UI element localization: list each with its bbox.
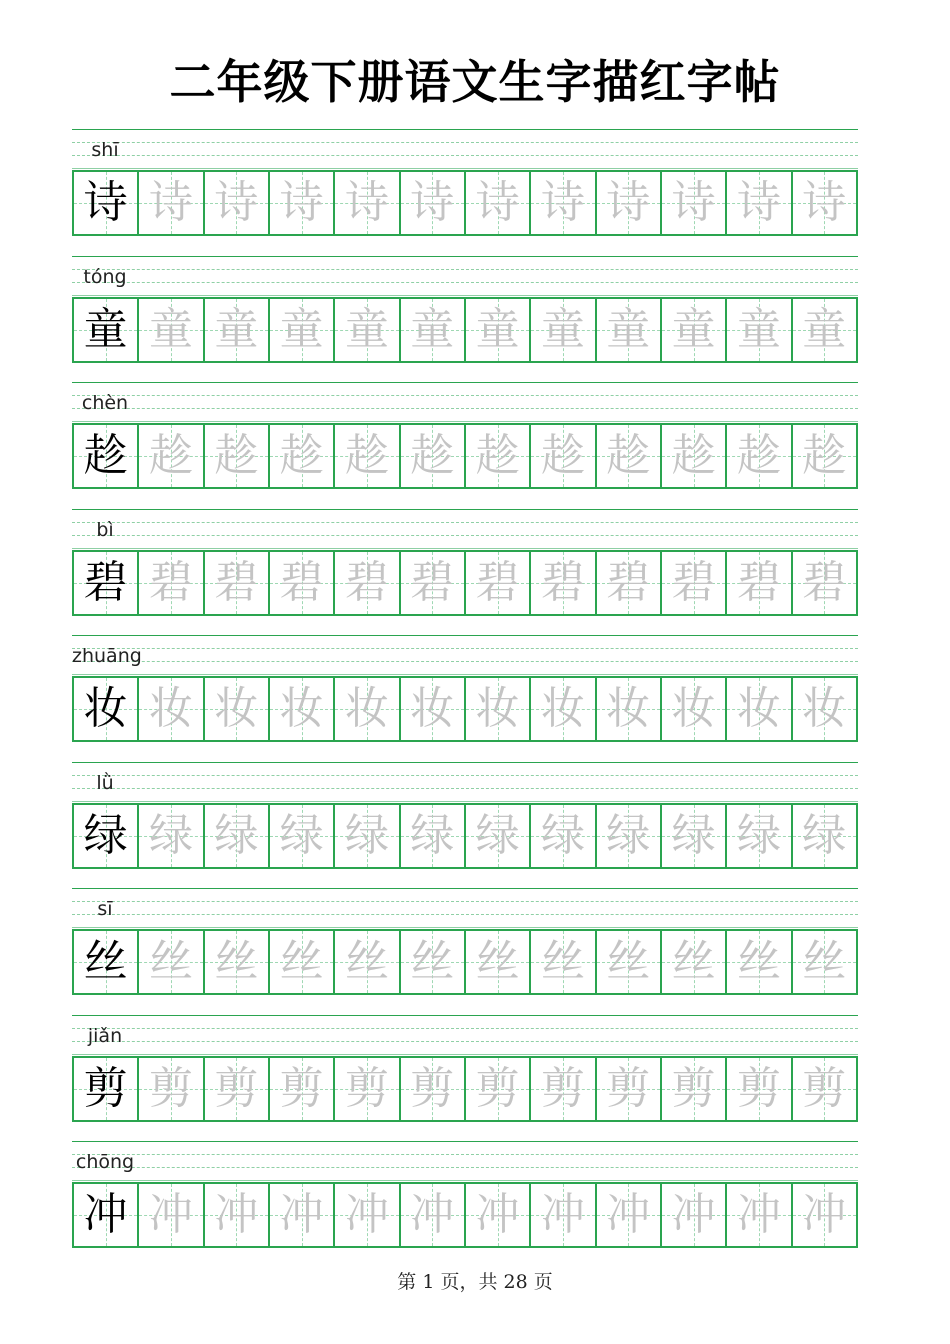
- trace-cell: [793, 931, 858, 993]
- trace-cell: [401, 172, 466, 234]
- model-cell: [74, 805, 139, 867]
- trace-cell: [727, 299, 792, 361]
- trace-character: 冲: [540, 1189, 585, 1240]
- model-character: 剪: [83, 1062, 128, 1114]
- guide-line: [72, 421, 858, 422]
- trace-cell: [270, 1184, 335, 1246]
- guide-line: [72, 648, 858, 649]
- trace-cell: [139, 425, 204, 487]
- trace-cell: [466, 425, 531, 487]
- trace-character: 诗: [671, 177, 716, 228]
- trace-cell: [466, 805, 531, 867]
- trace-cell: [270, 172, 335, 234]
- trace-character: 绿: [736, 809, 781, 861]
- trace-character: 冲: [148, 1189, 193, 1240]
- guide-line: [72, 888, 858, 889]
- pinyin-guide-lines: [72, 256, 858, 296]
- guide-line: [72, 382, 858, 383]
- pinyin-label: chèn: [81, 392, 129, 414]
- trace-character: 丝: [279, 936, 324, 987]
- pinyin-guide-lines: [72, 1015, 858, 1055]
- page-footer: 第 1 页，共 28 页: [397, 1271, 553, 1293]
- trace-character: 剪: [736, 1062, 781, 1114]
- trace-cell: [727, 805, 792, 867]
- guide-line: [72, 522, 858, 523]
- trace-character: 妆: [736, 683, 781, 734]
- trace-cell: [531, 425, 596, 487]
- trace-cell: [205, 1058, 270, 1120]
- trace-character: 剪: [475, 1062, 520, 1114]
- trace-cell: [401, 299, 466, 361]
- tianzige-grid: [72, 1182, 858, 1248]
- trace-cell: [270, 425, 335, 487]
- trace-character: 冲: [475, 1189, 520, 1240]
- model-cell: [74, 425, 139, 487]
- trace-character: 丝: [606, 936, 651, 987]
- trace-cell: [401, 1184, 466, 1246]
- trace-cell: [270, 1058, 335, 1120]
- trace-cell: [531, 1184, 596, 1246]
- guide-line: [72, 1015, 858, 1016]
- trace-character: 妆: [671, 683, 716, 734]
- character-row: [72, 1141, 858, 1261]
- pinyin-guide-lines: [72, 509, 858, 549]
- trace-character: 绿: [148, 809, 193, 861]
- guide-line: [72, 1054, 858, 1055]
- model-character: 碧: [83, 556, 128, 608]
- tianzige-grid: [72, 550, 858, 616]
- trace-cell: [205, 931, 270, 993]
- trace-character: 丝: [475, 936, 520, 987]
- trace-character: 趁: [214, 430, 259, 481]
- trace-cell: [466, 552, 531, 614]
- trace-character: 碧: [671, 556, 716, 608]
- trace-cell: [793, 805, 858, 867]
- trace-character: 童: [540, 303, 585, 355]
- trace-character: 剪: [344, 1062, 389, 1114]
- trace-character: 趁: [410, 430, 455, 481]
- trace-character: 童: [148, 303, 193, 355]
- trace-character: 诗: [344, 177, 389, 228]
- trace-character: 童: [606, 303, 651, 355]
- trace-character: 妆: [344, 683, 389, 734]
- trace-character: 妆: [540, 683, 585, 734]
- guide-line: [72, 661, 858, 662]
- trace-cell: [597, 1184, 662, 1246]
- trace-character: 童: [410, 303, 455, 355]
- character-row: [72, 888, 858, 1008]
- guide-line: [72, 1180, 858, 1181]
- guide-line: [72, 927, 858, 928]
- trace-character: 丝: [736, 936, 781, 987]
- pinyin-guide-lines: [72, 382, 858, 422]
- trace-character: 剪: [671, 1062, 716, 1114]
- pinyin-label: sī: [97, 898, 113, 920]
- guide-line: [72, 788, 858, 789]
- trace-cell: [466, 1058, 531, 1120]
- guide-line: [72, 901, 858, 902]
- trace-character: 趁: [606, 430, 651, 481]
- trace-character: 童: [475, 303, 520, 355]
- model-cell: [74, 1058, 139, 1120]
- trace-cell: [727, 678, 792, 740]
- trace-cell: [139, 552, 204, 614]
- guide-line: [72, 635, 858, 636]
- trace-cell: [270, 299, 335, 361]
- model-cell: [74, 678, 139, 740]
- trace-cell: [793, 1184, 858, 1246]
- trace-cell: [597, 1058, 662, 1120]
- trace-character: 童: [802, 303, 847, 355]
- trace-cell: [597, 678, 662, 740]
- guide-line: [72, 1154, 858, 1155]
- trace-cell: [531, 172, 596, 234]
- trace-cell: [205, 552, 270, 614]
- trace-cell: [335, 1058, 400, 1120]
- model-character: 妆: [83, 683, 128, 734]
- pinyin-guide-lines: [72, 1141, 858, 1181]
- guide-line: [72, 295, 858, 296]
- guide-line: [72, 155, 858, 156]
- trace-character: 碧: [802, 556, 847, 608]
- trace-cell: [531, 299, 596, 361]
- trace-cell: [597, 299, 662, 361]
- trace-character: 绿: [279, 809, 324, 861]
- guide-line: [72, 1028, 858, 1029]
- guide-line: [72, 408, 858, 409]
- trace-character: 童: [344, 303, 389, 355]
- trace-cell: [205, 805, 270, 867]
- trace-character: 剪: [410, 1062, 455, 1114]
- tianzige-grid: [72, 1056, 858, 1122]
- trace-character: 碧: [540, 556, 585, 608]
- trace-character: 趁: [802, 430, 847, 481]
- trace-cell: [139, 805, 204, 867]
- trace-character: 丝: [802, 936, 847, 987]
- trace-cell: [597, 805, 662, 867]
- pinyin-guide-lines: [72, 762, 858, 802]
- trace-cell: [466, 931, 531, 993]
- trace-character: 冲: [736, 1189, 781, 1240]
- tianzige-grid: [72, 423, 858, 489]
- character-row: [72, 509, 858, 629]
- trace-cell: [335, 425, 400, 487]
- trace-character: 趁: [540, 430, 585, 481]
- trace-character: 冲: [279, 1189, 324, 1240]
- trace-character: 诗: [148, 177, 193, 228]
- trace-character: 碧: [214, 556, 259, 608]
- trace-character: 趁: [344, 430, 389, 481]
- trace-character: 童: [671, 303, 716, 355]
- trace-character: 碧: [410, 556, 455, 608]
- trace-cell: [205, 425, 270, 487]
- trace-character: 碧: [279, 556, 324, 608]
- model-cell: [74, 1184, 139, 1246]
- trace-cell: [270, 552, 335, 614]
- trace-character: 诗: [214, 177, 259, 228]
- trace-cell: [401, 678, 466, 740]
- trace-character: 剪: [802, 1062, 847, 1114]
- tianzige-grid: [72, 297, 858, 363]
- trace-cell: [335, 299, 400, 361]
- model-cell: [74, 172, 139, 234]
- trace-character: 趁: [475, 430, 520, 481]
- trace-cell: [531, 805, 596, 867]
- trace-cell: [662, 172, 727, 234]
- trace-character: 绿: [344, 809, 389, 861]
- character-row: [72, 129, 858, 249]
- trace-character: 冲: [214, 1189, 259, 1240]
- model-character: 丝: [83, 936, 128, 987]
- guide-line: [72, 801, 858, 802]
- trace-cell: [335, 1184, 400, 1246]
- trace-cell: [139, 299, 204, 361]
- trace-character: 剪: [540, 1062, 585, 1114]
- trace-cell: [793, 172, 858, 234]
- trace-character: 妆: [475, 683, 520, 734]
- trace-character: 诗: [736, 177, 781, 228]
- guide-line: [72, 282, 858, 283]
- guide-line: [72, 168, 858, 169]
- guide-line: [72, 1141, 858, 1142]
- trace-cell: [335, 805, 400, 867]
- trace-cell: [793, 678, 858, 740]
- pinyin-label: zhuāng: [72, 645, 142, 667]
- character-row: [72, 1015, 858, 1135]
- trace-character: 绿: [214, 809, 259, 861]
- guide-line: [72, 395, 858, 396]
- trace-cell: [139, 678, 204, 740]
- pinyin-guide-lines: [72, 635, 858, 675]
- trace-character: 趁: [279, 430, 324, 481]
- pinyin-label: lǜ: [96, 771, 114, 794]
- trace-character: 碧: [606, 556, 651, 608]
- trace-cell: [531, 678, 596, 740]
- trace-cell: [466, 678, 531, 740]
- guide-line: [72, 914, 858, 915]
- trace-cell: [662, 931, 727, 993]
- trace-cell: [401, 1058, 466, 1120]
- guide-line: [72, 548, 858, 549]
- trace-character: 童: [279, 303, 324, 355]
- trace-character: 妆: [410, 683, 455, 734]
- trace-character: 碧: [344, 556, 389, 608]
- pinyin-guide-lines: [72, 129, 858, 169]
- character-row: [72, 635, 858, 755]
- trace-cell: [531, 931, 596, 993]
- trace-cell: [401, 552, 466, 614]
- trace-cell: [466, 172, 531, 234]
- trace-cell: [401, 931, 466, 993]
- guide-line: [72, 269, 858, 270]
- tianzige-grid: [72, 170, 858, 236]
- trace-cell: [727, 931, 792, 993]
- trace-character: 冲: [671, 1189, 716, 1240]
- trace-character: 绿: [606, 809, 651, 861]
- trace-cell: [205, 172, 270, 234]
- guide-line: [72, 1167, 858, 1168]
- trace-character: 诗: [279, 177, 324, 228]
- trace-character: 绿: [671, 809, 716, 861]
- tianzige-grid: [72, 929, 858, 995]
- trace-character: 丝: [410, 936, 455, 987]
- trace-character: 丝: [214, 936, 259, 987]
- trace-cell: [727, 1184, 792, 1246]
- guide-line: [72, 535, 858, 536]
- trace-cell: [597, 552, 662, 614]
- guide-line: [72, 674, 858, 675]
- trace-cell: [662, 299, 727, 361]
- trace-cell: [727, 552, 792, 614]
- trace-cell: [205, 1184, 270, 1246]
- trace-cell: [793, 1058, 858, 1120]
- trace-cell: [662, 1184, 727, 1246]
- trace-character: 妆: [214, 683, 259, 734]
- trace-cell: [205, 299, 270, 361]
- trace-character: 绿: [802, 809, 847, 861]
- trace-character: 碧: [736, 556, 781, 608]
- trace-cell: [793, 425, 858, 487]
- trace-character: 妆: [802, 683, 847, 734]
- trace-character: 趁: [671, 430, 716, 481]
- trace-character: 趁: [148, 430, 193, 481]
- trace-character: 冲: [606, 1189, 651, 1240]
- trace-character: 碧: [148, 556, 193, 608]
- trace-cell: [335, 931, 400, 993]
- trace-cell: [270, 805, 335, 867]
- trace-character: 诗: [540, 177, 585, 228]
- trace-character: 丝: [540, 936, 585, 987]
- trace-cell: [793, 299, 858, 361]
- trace-character: 绿: [410, 809, 455, 861]
- trace-cell: [139, 931, 204, 993]
- trace-cell: [205, 678, 270, 740]
- trace-character: 冲: [344, 1189, 389, 1240]
- trace-character: 妆: [148, 683, 193, 734]
- trace-cell: [270, 678, 335, 740]
- trace-character: 诗: [410, 177, 455, 228]
- pinyin-guide-lines: [72, 888, 858, 928]
- trace-cell: [335, 678, 400, 740]
- trace-cell: [597, 172, 662, 234]
- model-character: 诗: [83, 177, 128, 228]
- character-row: [72, 256, 858, 376]
- guide-line: [72, 775, 858, 776]
- trace-cell: [662, 1058, 727, 1120]
- trace-cell: [139, 172, 204, 234]
- pinyin-label: bì: [96, 518, 114, 541]
- trace-cell: [466, 1184, 531, 1246]
- trace-character: 诗: [606, 177, 651, 228]
- trace-cell: [662, 552, 727, 614]
- trace-cell: [662, 805, 727, 867]
- trace-character: 妆: [606, 683, 651, 734]
- guide-line: [72, 256, 858, 257]
- pinyin-label: tóng: [83, 265, 127, 288]
- trace-character: 冲: [410, 1189, 455, 1240]
- trace-character: 妆: [279, 683, 324, 734]
- trace-cell: [727, 1058, 792, 1120]
- trace-cell: [401, 805, 466, 867]
- trace-character: 童: [214, 303, 259, 355]
- trace-cell: [597, 425, 662, 487]
- trace-character: 剪: [148, 1062, 193, 1114]
- tianzige-grid: [72, 803, 858, 869]
- pinyin-label: chōng: [75, 1151, 135, 1173]
- character-row: [72, 382, 858, 502]
- tianzige-grid: [72, 676, 858, 742]
- guide-line: [72, 129, 858, 130]
- trace-cell: [335, 552, 400, 614]
- pinyin-label: shī: [91, 139, 119, 161]
- trace-character: 丝: [344, 936, 389, 987]
- trace-character: 丝: [148, 936, 193, 987]
- trace-cell: [401, 425, 466, 487]
- model-cell: [74, 552, 139, 614]
- trace-character: 绿: [475, 809, 520, 861]
- trace-character: 趁: [736, 430, 781, 481]
- trace-cell: [139, 1058, 204, 1120]
- page-title: 二年级下册语文生字描红字帖: [169, 55, 781, 109]
- trace-cell: [531, 1058, 596, 1120]
- model-cell: [74, 299, 139, 361]
- trace-character: 冲: [802, 1189, 847, 1240]
- model-cell: [74, 931, 139, 993]
- guide-line: [72, 1041, 858, 1042]
- trace-character: 剪: [214, 1062, 259, 1114]
- trace-cell: [597, 931, 662, 993]
- model-character: 冲: [83, 1189, 128, 1240]
- trace-cell: [662, 425, 727, 487]
- pinyin-label: jiǎn: [87, 1024, 123, 1047]
- trace-character: 丝: [671, 936, 716, 987]
- model-character: 童: [83, 303, 128, 355]
- model-character: 趁: [83, 430, 128, 481]
- trace-cell: [335, 172, 400, 234]
- guide-line: [72, 509, 858, 510]
- guide-line: [72, 142, 858, 143]
- guide-line: [72, 762, 858, 763]
- trace-character: 绿: [540, 809, 585, 861]
- trace-cell: [270, 931, 335, 993]
- trace-cell: [466, 299, 531, 361]
- trace-character: 剪: [606, 1062, 651, 1114]
- trace-cell: [727, 425, 792, 487]
- trace-cell: [139, 1184, 204, 1246]
- trace-character: 诗: [475, 177, 520, 228]
- character-row: [72, 762, 858, 882]
- trace-character: 诗: [802, 177, 847, 228]
- trace-cell: [662, 678, 727, 740]
- trace-character: 碧: [475, 556, 520, 608]
- trace-character: 童: [736, 303, 781, 355]
- trace-cell: [531, 552, 596, 614]
- trace-character: 剪: [279, 1062, 324, 1114]
- trace-cell: [793, 552, 858, 614]
- model-character: 绿: [83, 809, 128, 861]
- trace-cell: [727, 172, 792, 234]
